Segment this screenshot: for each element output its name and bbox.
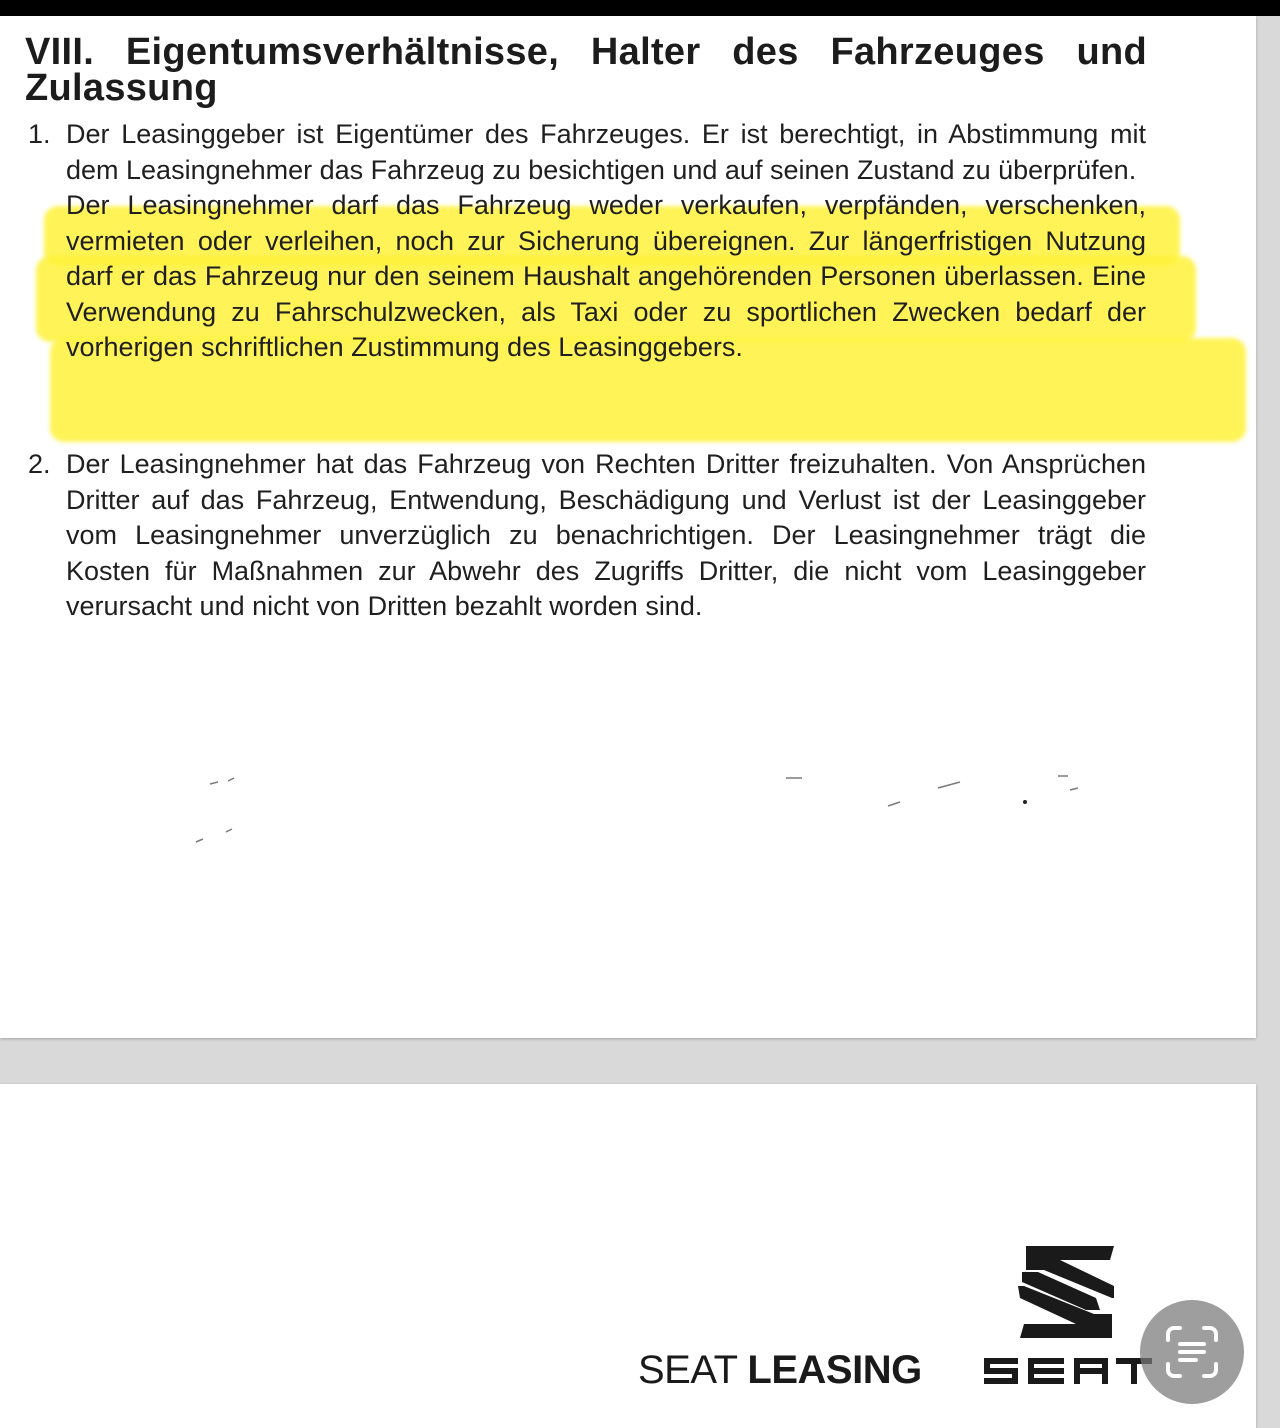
brand-label-regular: SEAT: [638, 1348, 737, 1392]
clause-paragraph: Der Leasinggeber ist Eigentümer des Fahrzeuges. Er ist berechtigt, in Abstimmung mit dem Leasingnehmer das Fahrzeug zu besichtigen und auf seinen Zustand zu überprüfen.: [66, 119, 1146, 185]
section-heading: VIII. Eigentumsverhältnisse, Halter des Fahrzeuges und Zulassung: [25, 31, 1147, 109]
text-scan-icon: [1164, 1324, 1220, 1380]
seat-s-logo-icon: [1016, 1246, 1122, 1338]
clause-paragraph-highlighted: Der Leasingnehmer darf das Fahrzeug weder verkaufen, verpfänden, verschenken, vermieten oder verleihen, noch zur Sicherung übereignen. Zur längerfristigen Nutzung darf er das Fahrzeug nur den seinem Haushalt angehörenden Personen überlassen. Eine Verwendung zu Fahrschulzwecken, als Taxi oder zu sportlichen Zwecken bedarf der vorherigen schriftlichen Zustimmung des Leasinggebers.: [66, 190, 1146, 362]
clause-number: 2.: [28, 449, 51, 479]
top-bar: [0, 0, 1280, 16]
brand-label-bold: LEASING: [747, 1348, 922, 1392]
brand-label: [638, 1346, 922, 1394]
text-scan-button[interactable]: [1140, 1300, 1244, 1404]
scan-specks: [0, 16, 1256, 1038]
seat-wordmark-logo: [982, 1354, 1152, 1388]
document-page-1: [0, 16, 1256, 1038]
clause-number: 1.: [28, 119, 51, 149]
clause-paragraph: Der Leasingnehmer hat das Fahrzeug von Rechten Dritter freizuhalten. Von Ansprüchen Dritter auf das Fahrzeug, Entwendung, Beschädigung und Verlust ist der Leasinggeber vom Leasingnehmer unverzüglich zu benachrichtigen. Der Leasingnehmer trägt die Kosten für Maßnahmen zur Abwehr des Zugriffs Dritter, die nicht vom Leasinggeber verursacht und nicht von Dritten bezahlt worden sind.: [66, 449, 1146, 621]
